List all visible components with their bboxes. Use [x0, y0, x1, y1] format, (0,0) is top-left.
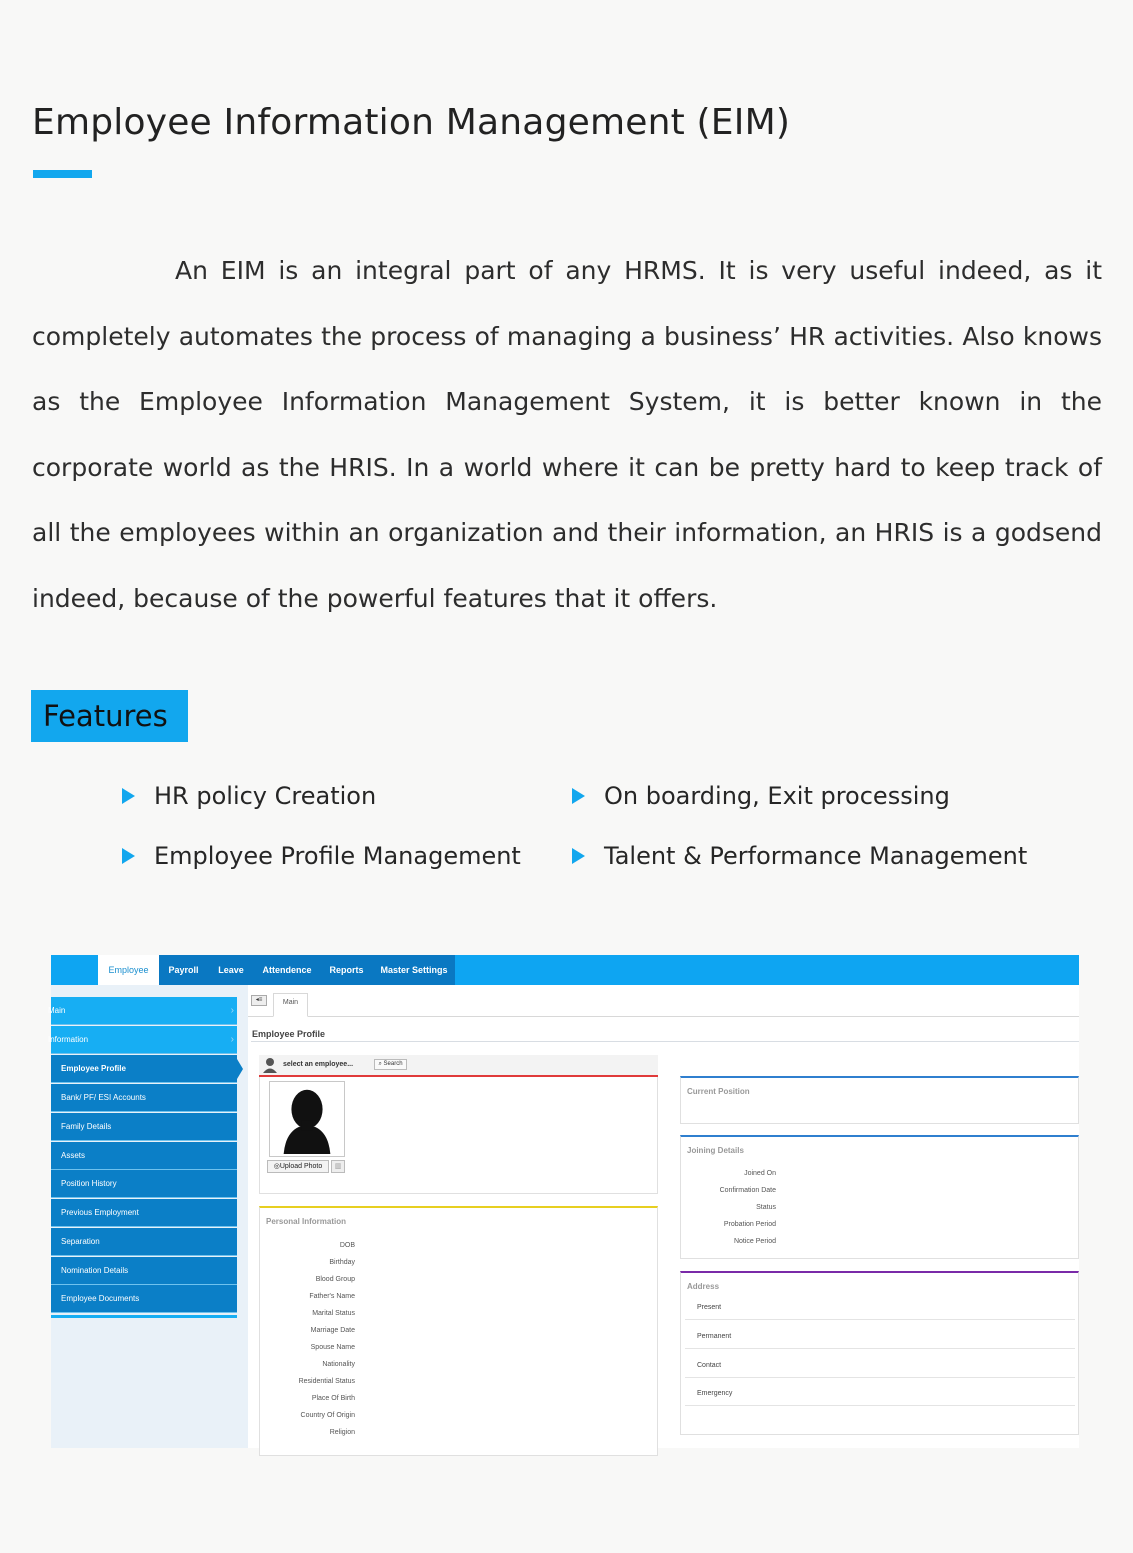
section-title: Employee Profile — [252, 1029, 326, 1039]
field-label: Confirmation Date — [719, 1187, 776, 1194]
panel-title: Current Position — [687, 1087, 750, 1096]
sidebar-item-label: Information — [48, 1035, 89, 1044]
field-label: Birthday — [329, 1259, 355, 1266]
nav-tab-reports[interactable]: Reports — [320, 955, 373, 985]
sidebar-item-main[interactable] — [48, 997, 237, 1025]
triangle-bullet-icon — [122, 788, 135, 804]
avatar-silhouette-icon — [270, 1082, 344, 1156]
nav-tab-payroll[interactable]: Payroll — [159, 955, 208, 985]
subtab-bar — [248, 993, 1079, 1017]
page-title: Employee Information Management (EIM) — [32, 102, 791, 143]
current-position-panel — [680, 1076, 1079, 1124]
intro-paragraph: An EIM is an integral part of any HRMS. It is very useful indeed, as it completely automates the process of managing a business’ HR activities. Also knows as the Employee Information Management System, it is better known in the corporate world as the HRIS. In a world where it can be pretty hard to keep track of all the employees within an organization and their information, an HRIS is a godsend indeed, because of the powerful features that it offers. — [32, 256, 1102, 613]
field-label: Status — [756, 1204, 776, 1211]
nav-tab-attendence[interactable]: Attendence — [254, 955, 320, 985]
delete-photo-button[interactable] — [331, 1160, 345, 1173]
feature-item — [572, 842, 1027, 870]
field-label: Country Of Origin — [300, 1412, 355, 1419]
active-pointer — [237, 1059, 243, 1079]
divider — [251, 1041, 1079, 1042]
sidebar-item-nomination-details[interactable]: Nomination Details — [51, 1257, 237, 1285]
search-label: Search — [383, 1061, 403, 1067]
field-label: Father's Name — [309, 1293, 355, 1300]
sidebar-item-bank-accounts[interactable]: Bank/ PF/ ESI Accounts — [51, 1084, 237, 1112]
trash-icon: ▥ — [334, 1163, 342, 1170]
search-button[interactable] — [374, 1059, 407, 1070]
search-icon: ⌕ — [378, 1061, 382, 1067]
sidebar-item-family-details[interactable]: Family Details — [51, 1113, 237, 1141]
field-label: Religion — [329, 1429, 355, 1436]
feature-item — [122, 842, 521, 870]
triangle-bullet-icon — [572, 788, 585, 804]
sidebar-item-assets[interactable]: Assets — [51, 1142, 237, 1170]
feature-item — [122, 782, 376, 810]
sidebar-item-employee-profile[interactable]: Employee Profile — [51, 1055, 237, 1083]
nav-tab-master-settings[interactable]: Master Settings — [373, 955, 455, 985]
field-label: Place Of Birth — [311, 1395, 355, 1402]
nav-tab-leave[interactable]: Leave — [208, 955, 254, 985]
field-label: Blood Group — [315, 1276, 355, 1283]
sidebar-item-employee-documents[interactable]: Employee Documents — [51, 1285, 237, 1313]
feature-label: Employee Profile Management — [154, 842, 521, 870]
sidebar-item-separation[interactable]: Separation — [51, 1228, 237, 1256]
triangle-bullet-icon — [122, 848, 135, 864]
address-panel — [680, 1271, 1079, 1435]
panel-title: Address — [687, 1282, 720, 1291]
field-label: Residential Status — [298, 1378, 355, 1385]
field-label: Joined On — [744, 1170, 776, 1177]
features-badge: Features — [31, 690, 188, 742]
field-label: Marriage Date — [310, 1327, 355, 1334]
field-label: Spouse Name — [310, 1344, 355, 1351]
tab-main[interactable]: Main — [273, 993, 308, 1017]
divider — [685, 1319, 1075, 1320]
person-icon — [263, 1057, 277, 1073]
divider — [685, 1348, 1075, 1349]
field-label: Nationality — [322, 1361, 355, 1368]
title-underline — [33, 170, 92, 178]
feature-item — [572, 782, 950, 810]
field-label: Probation Period — [723, 1221, 776, 1228]
panel-title: Joining Details — [687, 1146, 744, 1155]
avatar — [269, 1081, 345, 1157]
personal-info-panel — [259, 1206, 658, 1456]
feature-label: HR policy Creation — [154, 782, 377, 810]
triangle-bullet-icon — [572, 848, 585, 864]
app-screenshot — [48, 955, 1079, 1448]
sidebar — [48, 985, 248, 1448]
divider — [685, 1377, 1075, 1378]
sidebar-item-previous-employment[interactable]: Previous Employment — [51, 1199, 237, 1227]
field-label: Marital Status — [312, 1310, 355, 1317]
feature-label: On boarding, Exit processing — [604, 782, 950, 810]
sidebar-item-information[interactable] — [48, 1026, 237, 1054]
joining-details-panel — [680, 1135, 1079, 1259]
employee-selector — [259, 1055, 658, 1077]
panel-title: Personal Information — [266, 1217, 347, 1226]
upload-photo-button[interactable] — [267, 1160, 329, 1173]
upload-label: Upload Photo — [279, 1163, 323, 1170]
address-label: Contact — [697, 1362, 722, 1369]
back-button[interactable]: ◂≡ — [251, 995, 267, 1006]
nav-tab-employee[interactable]: Employee — [98, 955, 159, 985]
feature-label: Talent & Performance Management — [604, 842, 1028, 870]
divider — [685, 1405, 1075, 1406]
main-content — [248, 985, 1079, 1448]
top-nav — [51, 955, 1079, 985]
upload-icon: ◎ — [273, 1163, 280, 1170]
sidebar-item-position-history[interactable]: Position History — [51, 1170, 237, 1198]
field-label: Notice Period — [733, 1238, 776, 1245]
address-label: Present — [697, 1304, 722, 1311]
address-label: Permanent — [697, 1333, 732, 1340]
sidebar-item-label: Main — [48, 1006, 66, 1015]
address-label: Emergency — [697, 1390, 733, 1397]
employee-select-input[interactable]: select an employee... — [283, 1061, 354, 1068]
field-label: DOB — [339, 1242, 355, 1249]
sidebar-bottom-bar — [51, 1315, 237, 1318]
